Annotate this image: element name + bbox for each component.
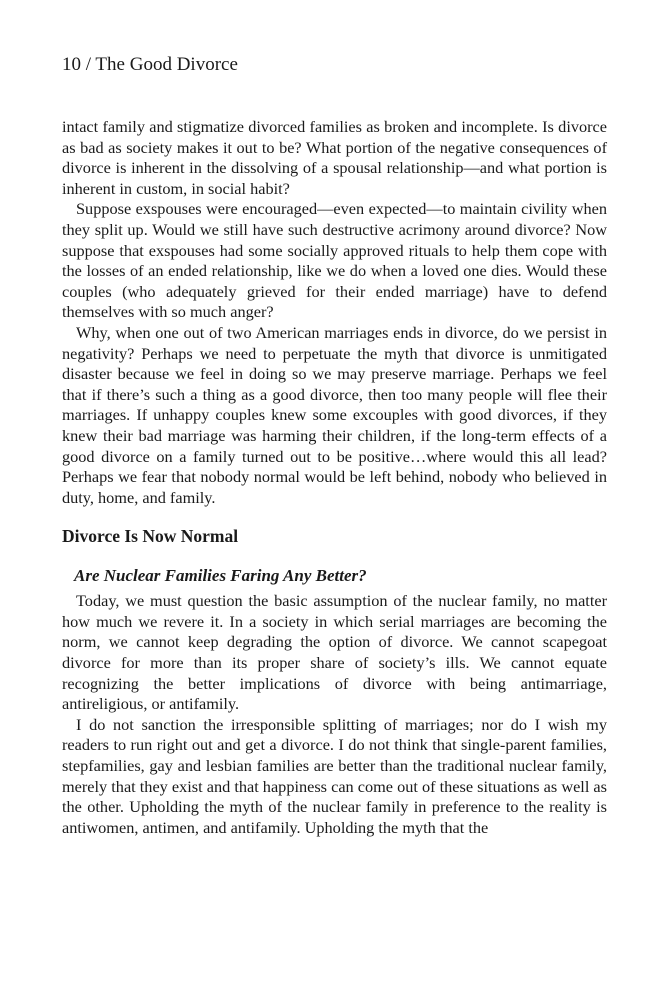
paragraph-continued: intact family and stigmatize divorced families as broken and incomplete. Is divorce as bad as society makes it out to be? What portion of the negative consequences of divorce is inherent in the dissolving of a spousal relationship—and what portion is inherent in custom, in social habit? [62, 117, 607, 198]
paragraph-exspouses: Suppose exspouses were encouraged—even expected—to maintain civility when they split up. Would we still have such destructive acrimony around divorce? Now suppose that exspouses had some socially approved rituals to help them cope with the losses of an ended relationship, like we do when a loved one dies. Would these couples (who adequately grieved for their ended marriage) have to defend themselves with so much anger? [62, 199, 607, 322]
subsection-heading: Are Nuclear Families Faring Any Better? [74, 566, 367, 586]
paragraph-nuclear-family: Today, we must question the basic assumption of the nuclear family, no matter how much we revere it. In a society in which serial marriages are becoming the norm, we cannot keep degrading the option of divorce. We cannot scapegoat divorce for more than its proper share of society’s ills. We cannot equate recognizing the better implications of divorce with being antimarriage, antireligious, or antifamily. [62, 591, 607, 714]
body-text [62, 117, 607, 838]
running-head: 10 / The Good Divorce [62, 54, 238, 75]
paragraph-negativity: Why, when one out of two American marriages ends in divorce, do we persist in negativity? Perhaps we need to perpetuate the myth that divorce is unmitigated disaster because we feel in doing so we may preserve marriage. Perhaps we feel that if there’s such a thing as a good divorce, then too many people will flee their marriages. If unhappy couples knew some excouples with good divorces, if they knew their bad marriage was harming their children, if the long-term effects of a good divorce on a family turned out to be positive…where would this all lead? Perhaps we fear that nobody normal would be left behind, nobody who believed in duty, home, and family. [62, 322, 607, 507]
paragraph-sanction: I do not sanction the irresponsible splitting of marriages; nor do I wish my readers to run right out and get a divorce. I do not think that single-parent families, stepfamilies, gay and lesbian families are better than the traditional nuclear family, merely that they exist and that happiness can come out of these situations as well as the other. Upholding the myth of the nuclear family in preference to the reality is antiwomen, antimen, and antifamily. Upholding the myth that the [62, 714, 607, 837]
section-heading: Divorce Is Now Normal [62, 526, 239, 547]
